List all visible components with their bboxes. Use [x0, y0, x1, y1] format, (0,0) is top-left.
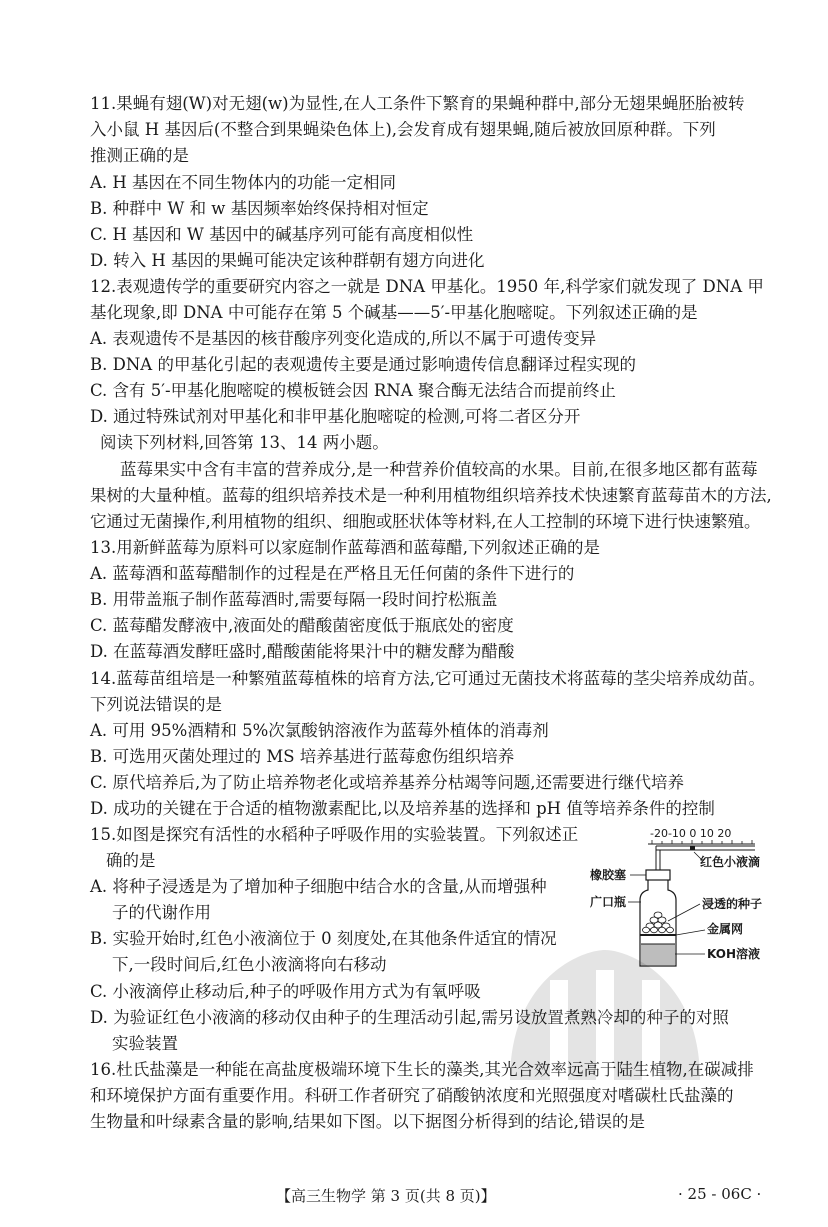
label-bottle: 广口瓶: [590, 895, 627, 909]
option-b: B. 可选用灭菌处理过的 MS 培养基进行蓝莓愈伤组织培养: [90, 747, 515, 766]
option-d: D. 成功的关键在于合适的植物激素配比,以及培养基的选择和 pH 值等培养条件的控制: [90, 799, 715, 818]
option-a: A. 蓝莓酒和蓝莓醋制作的过程是在严格且无任何菌的条件下进行的: [90, 564, 575, 583]
option-b: B. 用带盖瓶子制作蓝莓酒时,需要每隔一段时间拧松瓶盖: [90, 590, 498, 609]
question-text: 和环境保护方面有重要作用。科研工作者研究了硝酸钠浓度和光照强度对嗜碳杜氏盐藻的: [90, 1086, 734, 1105]
question-text: 基化现象,即 DNA 中可能存在第 5 个碱基——5′-甲基化胞嘧啶。下列叙述正确的是: [90, 303, 698, 322]
question-text: 生物量和叶绿素含量的影响,结果如下图。以下据图分析得到的结论,错误的是: [90, 1112, 645, 1131]
question-text: 15.如图是探究有活性的水稻种子呼吸作用的实验装置。下列叙述正: [90, 825, 579, 844]
question-text: 13.用新鲜蓝莓为原料可以家庭制作蓝莓酒和蓝莓醋,下列叙述正确的是: [90, 538, 600, 557]
exam-code: · 25 - 06C ·: [678, 1185, 762, 1203]
option-a: A. 表观遗传不是基因的核苷酸序列变化造成的,所以不属于可遗传变异: [90, 329, 597, 348]
option-c: C. H 基因和 W 基因中的碱基序列可能有高度相似性: [90, 225, 474, 244]
option-b: B. 实验开始时,红色小液滴位于 0 刻度处,在其他条件适宜的情况: [90, 929, 557, 948]
option-b-cont: 下,一段时间后,红色小液滴将向右移动: [112, 955, 387, 974]
question-text: 确的是: [106, 851, 156, 870]
option-a-cont: 子的代谢作用: [112, 903, 211, 922]
question-text: 推测正确的是: [90, 146, 189, 165]
option-d: D. 为验证红色小液滴的移动仅由种子的生理活动引起,需另设放置煮熟冷却的种子的对照: [90, 1008, 729, 1027]
option-c: C. 小液滴停止移动后,种子的呼吸作用方式为有氧呼吸: [90, 982, 481, 1001]
label-seeds: 浸透的种子: [702, 897, 763, 911]
scale-label: -20-10 0 10 20: [650, 827, 732, 840]
question-text: 14.蓝莓苗组培是一种繁殖蓝莓植株的培育方法,它可通过无菌技术将蓝莓的茎尖培养成幼苗。: [90, 669, 765, 688]
option-c: C. 蓝莓醋发酵液中,液面处的醋酸菌密度低于瓶底处的密度: [90, 616, 514, 635]
rubber-stopper: [646, 870, 670, 880]
question-text: 入小鼠 H 基因后(不整合到果蝇染色体上),会发育成有翅果蝇,随后被放回原种群。下列: [90, 120, 716, 139]
option-c: C. 原代培养后,为了防止培养物老化或培养基养分枯竭等问题,还需要进行继代培养: [90, 773, 685, 792]
label-mesh: 金属网: [707, 922, 744, 936]
option-b: B. DNA 的甲基化引起的表观遗传主要是通过影响遗传信息翻译过程实现的: [90, 355, 636, 374]
option-c: C. 含有 5′-甲基化胞嘧啶的模板链会因 RNA 聚合酶无法结合而提前终止: [90, 381, 616, 400]
option-b: B. 种群中 W 和 w 基因频率始终保持相对恒定: [90, 199, 429, 218]
page-footer: 【高三生物学 第 3 页(共 8 页)】: [276, 1187, 496, 1205]
option-a: A. H 基因在不同生物体内的功能一定相同: [90, 173, 397, 192]
option-a: A. 可用 95%酒精和 5%次氯酸钠溶液作为蓝莓外植体的消毒剂: [90, 721, 549, 740]
material-text: 蓝莓果实中含有丰富的营养成分,是一种营养价值较高的水果。目前,在很多地区都有蓝莓: [120, 460, 758, 479]
label-stopper: 橡胶塞: [590, 868, 627, 882]
option-d: D. 通过特殊试剂对甲基化和非甲基化胞嘧啶的检测,可将二者区分开: [90, 407, 581, 426]
watermark: [490, 940, 720, 1090]
label-red-drop: 红色小液滴: [700, 855, 761, 869]
red-drop-marker: [690, 846, 695, 850]
option-d: D. 转入 H 基因的果蝇可能决定该种群朝有翅方向进化: [90, 251, 485, 270]
seeds: [643, 912, 674, 933]
question-text: 下列说法错误的是: [90, 695, 222, 714]
option-a: A. 将种子浸透是为了增加种子细胞中结合水的含量,从而增强种: [90, 877, 547, 896]
label-koh: KOH溶液: [707, 947, 761, 961]
question-text: 12.表观遗传学的重要研究内容之一就是 DNA 甲基化。1950 年,科学家们就发现了 DNA 甲: [90, 277, 764, 296]
material-text: 果树的大量种植。蓝莓的组织培养技术是一种利用植物组织培养技术快速繁育蓝莓苗木的方法,: [90, 486, 772, 505]
question-text: 11.果蝇有翅(W)对无翅(w)为显性,在人工条件下繁育的果蝇种群中,部分无翅果蝇胚胎被转: [90, 94, 745, 113]
material-intro: 阅读下列材料,回答第 13、14 两小题。: [100, 433, 389, 452]
material-text: 它通过无菌操作,利用植物的组织、细胞或胚状体等材料,在人工控制的环境下进行快速繁殖。: [90, 512, 761, 531]
option-d-cont: 实验装置: [112, 1034, 178, 1053]
option-d: D. 在蓝莓酒发酵旺盛时,醋酸菌能将果汁中的糖发酵为醋酸: [90, 642, 515, 661]
question-text: 16.杜氏盐藻是一种能在高盐度极端环境下生长的藻类,其光合效率远高于陆生植物,在碳减排: [90, 1060, 754, 1079]
